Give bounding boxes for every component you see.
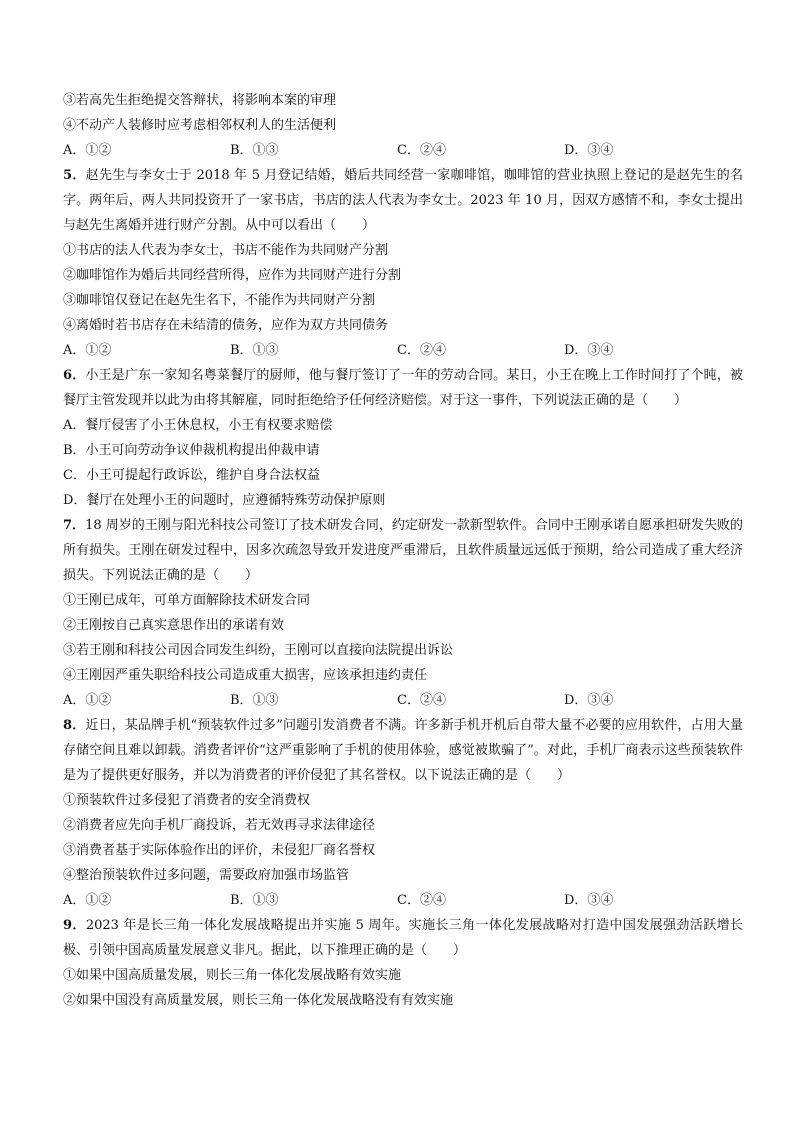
- q4-item-4: ④不动产人装修时应考虑相邻权利人的生活便利: [63, 118, 337, 133]
- q6-choice-b[interactable]: B．小王可向劳动争议仲裁机构提出仲裁申请: [63, 443, 320, 458]
- q6-choice-c[interactable]: C．小王可提起行政诉讼，维护自身合法权益: [63, 468, 320, 483]
- q6-stem-text: 小王是广东一家知名粤菜餐厅的厨师，他与餐厅签订了一年的劳动合同。某日，小王在晚上工作时间打了个盹，被餐厅主管发现并以此为由将其解雇，同时拒绝给予任何经济赔偿。对于这一事件，下列说法正确的是（ ）: [63, 368, 743, 408]
- q5-option-b[interactable]: B．①③: [230, 343, 279, 358]
- q8-item-2: ②消费者应先向手机厂商投诉，若无效再寻求法律途径: [63, 818, 376, 833]
- q4-option-d[interactable]: D．③④: [564, 143, 614, 158]
- q8-stem-text: 近日，某品牌手机“预装软件过多”问题引发消费者不满。许多新手机开机后自带大量不必要的应用软件，占用大量存储空间且难以卸载。消费者评价“这严重影响了手机的使用体验，感觉被欺骗了”。对此，手机厂商表示这些预装软件是为了提供更好服务，并以为消费者的评价侵犯了其名誉权。以下说法正确的是（ ）: [63, 718, 743, 783]
- q5-item-1: ①书店的法人代表为李女士，书店不能作为共同财产分割: [63, 243, 389, 258]
- q9-stem-text: 2023 年是长三角一体化发展战略提出并实施 5 周年。实施长三角一体化发展战略对打造中国发展强劲活跃增长极、引领中国高质量发展意义非凡。据此，以下推理正确的是（ ）: [63, 918, 744, 958]
- q5-item-4: ④离婚时若书店存在未结清的债务，应作为双方共同债务: [63, 318, 389, 333]
- q5-number: 5．: [63, 168, 86, 183]
- q4-option-c[interactable]: C．②④: [397, 143, 446, 158]
- q5-option-a[interactable]: A．①②: [63, 343, 112, 358]
- q7-item-1: ①王刚已成年，可单方面解除技术研发合同: [63, 593, 311, 608]
- q8-option-b[interactable]: B．①③: [230, 893, 279, 908]
- q5-item-3: ③咖啡馆仅登记在赵先生名下，不能作为共同财产分割: [63, 293, 376, 308]
- q9-stem: [63, 913, 743, 963]
- q7-number: 7．: [63, 518, 86, 533]
- q6-stem: [63, 363, 743, 413]
- exam-page: [63, 88, 743, 1013]
- q7-option-b[interactable]: B．①③: [230, 693, 279, 708]
- q4-options: [63, 138, 743, 163]
- q7-item-2: ②王刚按自己真实意思作出的承诺有效: [63, 618, 285, 633]
- q8-item-4: ④整治预装软件过多问题，需要政府加强市场监管: [63, 868, 350, 883]
- q8-number: 8．: [63, 718, 86, 733]
- q7-options: [63, 688, 743, 713]
- q5-option-d[interactable]: D．③④: [564, 343, 614, 358]
- q8-option-c[interactable]: C．②④: [397, 893, 446, 908]
- q5-option-c[interactable]: C．②④: [397, 343, 446, 358]
- q4-option-a[interactable]: A．①②: [63, 143, 112, 158]
- q4-option-b[interactable]: B．①③: [230, 143, 279, 158]
- q8-option-d[interactable]: D．③④: [564, 893, 614, 908]
- q7-option-a[interactable]: A．①②: [63, 693, 112, 708]
- q9-item-2: ②如果中国没有高质量发展，则长三角一体化发展战略没有有效实施: [63, 993, 454, 1008]
- q9-item-1: ①如果中国高质量发展，则长三角一体化发展战略有效实施: [63, 968, 402, 983]
- q8-stem: [63, 713, 743, 788]
- q7-option-d[interactable]: D．③④: [564, 693, 614, 708]
- q7-option-c[interactable]: C．②④: [397, 693, 446, 708]
- q7-stem: [63, 513, 743, 588]
- q5-stem-text: 赵先生与李女士于 2018 年 5 月登记结婚，婚后共同经营一家咖啡馆，咖啡馆的营业执照上登记的是赵先生的名字。两年后，两人共同投资开了一家书店，书店的法人代表为李女士。2023 年 10 月，因双方感情不和，李女士提出与赵先生离婚并进行财产分割。从中可以看出（ ）: [63, 168, 744, 233]
- q6-choice-a[interactable]: A．餐厅侵害了小王休息权，小王有权要求赔偿: [63, 418, 333, 433]
- q5-item-2: ②咖啡馆作为婚后共同经营所得，应作为共同财产进行分割: [63, 268, 402, 283]
- q8-options: [63, 888, 743, 913]
- q6-number: 6．: [63, 368, 86, 383]
- q8-option-a[interactable]: A．①②: [63, 893, 112, 908]
- q5-stem: [63, 163, 743, 238]
- q4-item-3: ③若高先生拒绝提交答辩状，将影响本案的审理: [63, 93, 337, 108]
- q7-stem-text: 18 周岁的王刚与阳光科技公司签订了技术研发合同，约定研发一款新型软件。合同中王刚承诺自愿承担研发失败的所有损失。王刚在研发过程中，因多次疏忽导致开发进度严重滞后，且软件质量远远低于预期，给公司造成了重大经济损失。下列说法正确的是（ ）: [63, 518, 743, 583]
- q7-item-3: ③若王刚和科技公司因合同发生纠纷，王刚可以直接向法院提出诉讼: [63, 643, 454, 658]
- q8-item-3: ③消费者基于实际体验作出的评价，未侵犯厂商名誉权: [63, 843, 376, 858]
- q8-item-1: ①预装软件过多侵犯了消费者的安全消费权: [63, 793, 311, 808]
- q6-choice-d[interactable]: D．餐厅在处理小王的问题时，应遵循特殊劳动保护原则: [63, 493, 386, 508]
- q7-item-4: ④王刚因严重失职给科技公司造成重大损害，应该承担违约责任: [63, 668, 428, 683]
- q9-number: 9．: [63, 918, 86, 933]
- q5-options: [63, 338, 743, 363]
